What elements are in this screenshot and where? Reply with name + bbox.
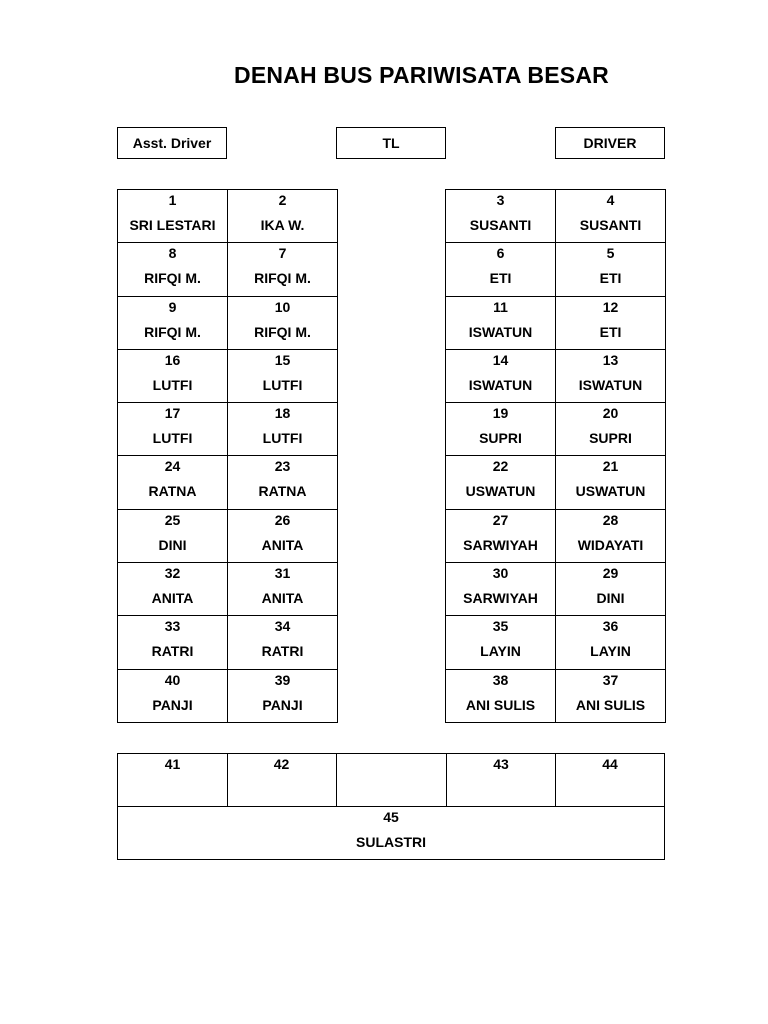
seat-passenger-name: LUTFI <box>152 430 193 447</box>
seat-number: 42 <box>273 756 290 772</box>
seat-passenger-name: PANJI <box>262 696 303 713</box>
seat-26 <box>228 510 338 563</box>
seat-number: 11 <box>493 298 508 315</box>
tl-box <box>336 127 446 159</box>
seat-10 <box>228 297 338 350</box>
seat-passenger-name: ANI SULIS <box>575 696 646 713</box>
seat-40 <box>118 670 228 723</box>
seat-number: 38 <box>492 671 509 688</box>
seat-number: 16 <box>164 351 181 368</box>
seat-passenger-name: RIFQI M. <box>254 323 311 340</box>
seat-21 <box>556 456 666 509</box>
seat-number: 34 <box>274 618 291 635</box>
seat-number: 7 <box>278 245 287 262</box>
seat-number: 44 <box>602 756 618 772</box>
seat-36 <box>556 616 666 669</box>
seat-passenger-name: USWATUN <box>465 483 536 500</box>
seat-number: 5 <box>606 245 615 262</box>
seat-passenger-name: DINI <box>596 590 625 607</box>
seat-8 <box>118 243 228 296</box>
seat-number: 19 <box>492 405 509 422</box>
asst-driver-box <box>117 127 227 159</box>
seat-23 <box>228 456 338 509</box>
seat-3 <box>446 190 556 243</box>
seat-19 <box>446 403 556 456</box>
seat-number: 39 <box>274 671 291 688</box>
seat-passenger-name: DINI <box>158 536 187 553</box>
seat-passenger-name: LAYIN <box>480 643 521 660</box>
seat-number: 3 <box>496 192 505 208</box>
seat-13 <box>556 350 666 403</box>
seat-4 <box>556 190 666 243</box>
seat-number: 9 <box>168 298 177 315</box>
seat-11 <box>446 297 556 350</box>
seat-passenger-name: ANITA <box>261 590 304 607</box>
seat-passenger-name: ETI <box>599 323 622 340</box>
seat-passenger-name: WIDAYATI <box>577 536 644 553</box>
seat-24 <box>118 456 228 509</box>
seat-number: 10 <box>274 298 291 315</box>
seat-45 <box>118 807 664 860</box>
seat-passenger-name: ANITA <box>151 590 194 607</box>
seat-number: 33 <box>164 618 181 635</box>
seat-passenger-name: LUTFI <box>262 430 303 447</box>
seat-number: 31 <box>274 565 291 582</box>
back-seat-block <box>117 753 665 860</box>
seat-number: 27 <box>492 511 509 528</box>
seat-passenger-name: ISWATUN <box>468 376 533 393</box>
seat-20 <box>556 403 666 456</box>
seat-passenger-name: RIFQI M. <box>254 270 311 287</box>
seat-passenger-name: RATRI <box>261 643 304 660</box>
driver-label: DRIVER <box>583 135 637 151</box>
seat-33 <box>118 616 228 669</box>
seat-9 <box>118 297 228 350</box>
seat-number: 1 <box>168 192 177 208</box>
seat-number: 2 <box>278 192 287 208</box>
seat-43 <box>446 754 556 807</box>
seat-number: 8 <box>168 245 177 262</box>
seat-number: 6 <box>496 245 505 262</box>
seat-number: 24 <box>164 458 181 475</box>
tl-label: TL <box>382 135 400 151</box>
seat-passenger-name: SUSANTI <box>579 217 642 233</box>
seat-number: 25 <box>164 511 181 528</box>
seat-2 <box>228 190 338 243</box>
seat-passenger-name: ETI <box>489 270 512 287</box>
seat-6 <box>446 243 556 296</box>
seat-number: 26 <box>274 511 291 528</box>
seat-passenger-name: SUPRI <box>479 430 522 447</box>
seat-14 <box>446 350 556 403</box>
seat-44 <box>555 754 665 807</box>
left-seat-block <box>117 189 338 723</box>
seat-number: 41 <box>164 756 181 772</box>
seat-27 <box>446 510 556 563</box>
asst-driver-label: Asst. Driver <box>132 135 212 151</box>
seat-passenger-name: ISWATUN <box>578 376 643 393</box>
seat-passenger-name: LUTFI <box>262 376 303 393</box>
seat-42 <box>227 754 337 807</box>
seat-passenger-name: IKA W. <box>260 217 305 233</box>
right-seat-block <box>445 189 666 723</box>
seat-number: 36 <box>602 618 619 635</box>
seat-32 <box>118 563 228 616</box>
seat-passenger-name: RATNA <box>258 483 307 500</box>
seat-passenger-name: ETI <box>599 270 622 287</box>
seat-28 <box>556 510 666 563</box>
seat-number: 22 <box>492 458 509 475</box>
seat-passenger-name: RIFQI M. <box>144 270 201 287</box>
seat-passenger-name: USWATUN <box>575 483 646 500</box>
seat-39 <box>228 670 338 723</box>
seat-34 <box>228 616 338 669</box>
seat-31 <box>228 563 338 616</box>
seat-number: 21 <box>602 458 619 475</box>
driver-box <box>555 127 665 159</box>
seat-35 <box>446 616 556 669</box>
seat-7 <box>228 243 338 296</box>
seat-passenger-name: SUSANTI <box>469 217 532 233</box>
seat-passenger-name: ISWATUN <box>468 323 533 340</box>
seat-number: 18 <box>274 405 291 422</box>
seat-38 <box>446 670 556 723</box>
seat-passenger-name: SUPRI <box>589 430 632 447</box>
seat-number: 12 <box>602 298 619 315</box>
seat-5 <box>556 243 666 296</box>
seat-number: 20 <box>602 405 619 422</box>
seat-12 <box>556 297 666 350</box>
seat-number: 37 <box>602 671 619 688</box>
seat-passenger-name: SULASTRI <box>356 834 426 850</box>
seat-passenger-name: LAYIN <box>590 643 631 660</box>
seat-number: 35 <box>492 618 509 635</box>
seat-passenger-name: RIFQI M. <box>144 323 201 340</box>
seat-25 <box>118 510 228 563</box>
page-title: DENAH BUS PARIWISATA BESAR <box>234 62 609 88</box>
seat-passenger-name: RATNA <box>148 483 197 500</box>
seat-passenger-name: LUTFI <box>152 376 193 393</box>
seat-number: 29 <box>602 565 619 582</box>
seat-number: 28 <box>602 511 619 528</box>
seat-number: 13 <box>602 351 619 368</box>
seat-number: 14 <box>492 351 509 368</box>
seat-1 <box>118 190 228 243</box>
seat-number: 4 <box>606 192 615 208</box>
seat-number: 32 <box>164 565 181 582</box>
seat-number: 17 <box>164 405 181 422</box>
seat-41 <box>118 754 228 807</box>
seat-passenger-name: ANITA <box>261 536 304 553</box>
seat-37 <box>556 670 666 723</box>
seat-number: 23 <box>274 458 291 475</box>
seat-number: 30 <box>492 565 509 582</box>
seat-17 <box>118 403 228 456</box>
seat-30 <box>446 563 556 616</box>
seat-passenger-name: RATRI <box>151 643 194 660</box>
seat-number: 43 <box>493 756 509 772</box>
seat-number: 45 <box>383 809 399 825</box>
seat-passenger-name: SARWIYAH <box>463 590 538 607</box>
seat-passenger-name: ANI SULIS <box>465 696 536 713</box>
seat-passenger-name: SRI LESTARI <box>129 217 216 233</box>
seat-15 <box>228 350 338 403</box>
seat-number: 40 <box>164 671 181 688</box>
seat-18 <box>228 403 338 456</box>
seat-passenger-name: PANJI <box>152 696 193 713</box>
seat-29 <box>556 563 666 616</box>
seat-number: 15 <box>274 351 291 368</box>
seat-passenger-name: SARWIYAH <box>463 536 538 553</box>
seat-16 <box>118 350 228 403</box>
seat-22 <box>446 456 556 509</box>
